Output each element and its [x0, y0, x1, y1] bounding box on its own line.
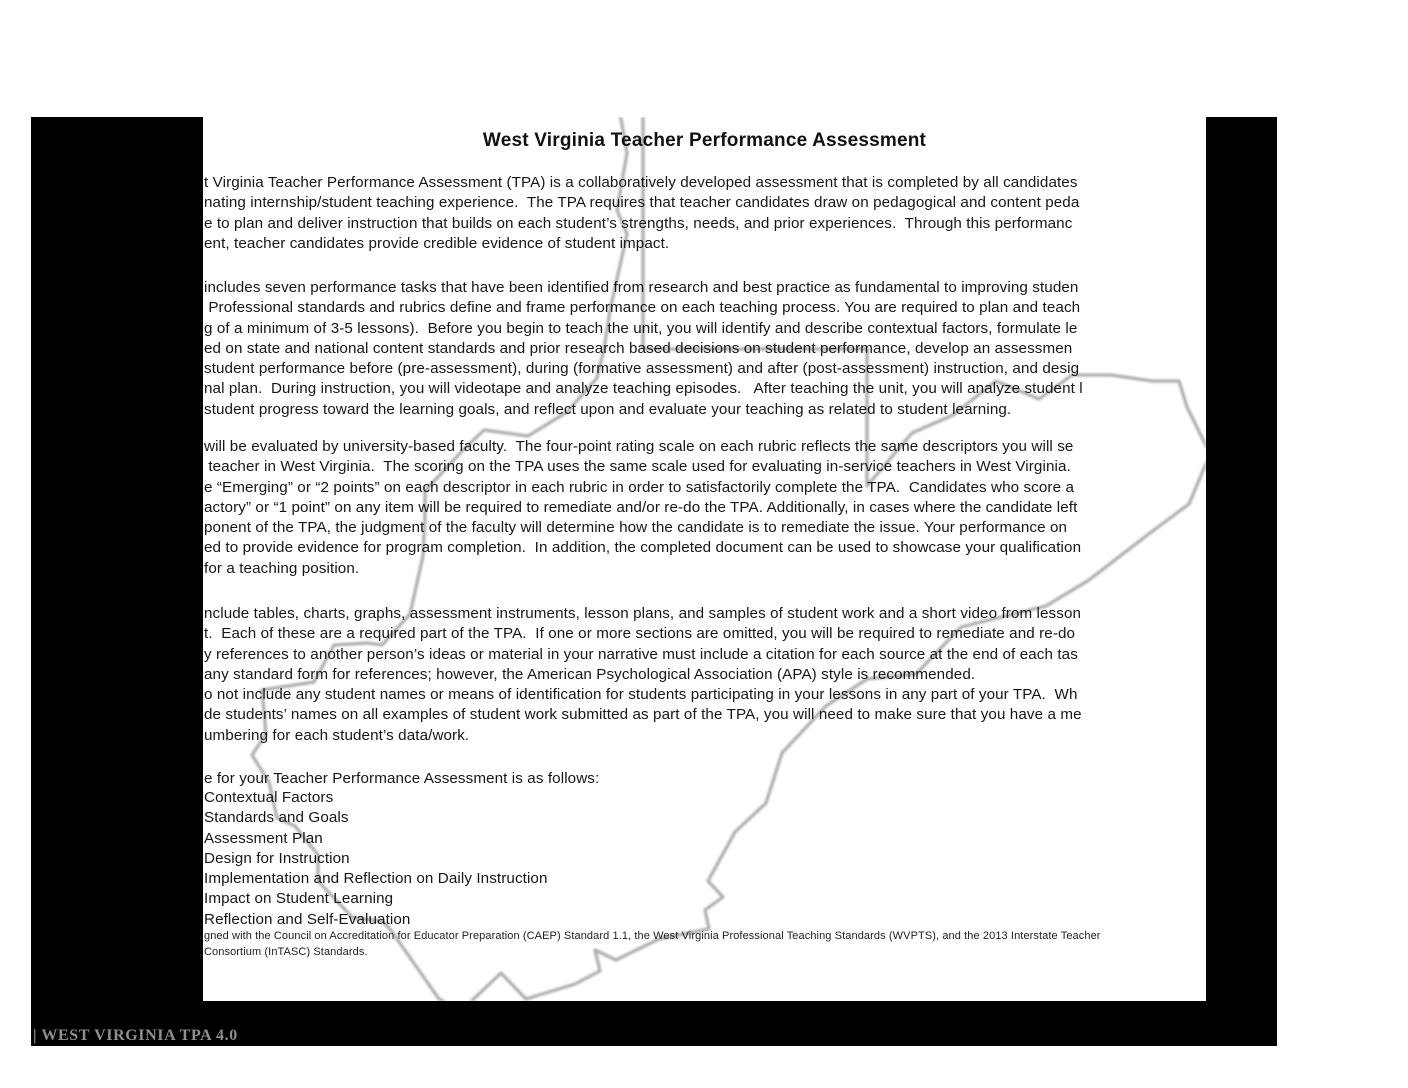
- paragraph-evaluation: [204, 437, 1206, 579]
- text-line: g of a minimum of 3-5 lessons). Before you begin to teach the unit, you will identify and describe contextual factors, formulate le: [204, 319, 1078, 337]
- text-line: Implementation and Reflection on Daily Instruction: [204, 870, 548, 888]
- paragraph-overview: [204, 173, 1206, 254]
- page-title: West Virginia Teacher Performance Assessment: [482, 130, 927, 151]
- text-line: teacher in West Virginia. The scoring on the TPA uses the same scale used for evaluating in-service teachers in West Virginia.: [204, 458, 1071, 476]
- text-line: Consortium (InTASC) Standards.: [204, 946, 368, 958]
- text-line: de students’ names on all examples of student work submitted as part of the TPA, you will need to make sure that you have a me: [204, 706, 1082, 724]
- text-line: ponent of the TPA, the judgment of the faculty will determine how the candidate is to remediate the issue. Your performance on: [204, 519, 1068, 537]
- text-line: nal plan. During instruction, you will videotape and analyze teaching episodes. After teaching the unit, you will analyze student l: [204, 380, 1083, 398]
- text-line: Assessment Plan: [204, 829, 323, 847]
- text-line: o not include any student names or means of identification for students participating in your lessons in any part of your TPA. Wh: [204, 686, 1078, 704]
- outline-intro: [204, 769, 1206, 789]
- text-line: nclude tables, charts, graphs, assessment instruments, lesson plans, and samples of student work and a short video from lesson: [204, 605, 1082, 622]
- paragraph-tasks: [204, 278, 1206, 420]
- text-line: t. Each of these are a required part of the TPA. If one or more sections are omitted, you will be required to remediate and re-do: [204, 625, 1076, 643]
- text-line: e to plan and deliver instruction that builds on each student’s strengths, needs, and prior experiences. Through this performanc: [204, 214, 1073, 232]
- standards-footnote: [204, 928, 1206, 960]
- outline-list: [204, 788, 1206, 930]
- text-line: umbering for each student’s data/work.: [204, 726, 470, 744]
- document-page: [203, 117, 1206, 1001]
- text-line: e “Emerging” or “2 points” on each descriptor in each rubric in order to satisfactorily complete the TPA. Candidates who score a: [204, 478, 1074, 496]
- text-line: Standards and Goals: [204, 809, 349, 827]
- text-line: Reflection and Self-Evaluation: [204, 910, 411, 928]
- text-line: includes seven performance tasks that have been identified from research and best practice as fundamental to improving studen: [204, 279, 1079, 296]
- text-line: nating internship/student teaching experience. The TPA requires that teacher candidates draw on pedagogical and content peda: [204, 194, 1080, 212]
- text-line: ed to provide evidence for program completion. In addition, the completed document can be used to showcase your qualification: [204, 539, 1082, 557]
- text-line: t Virginia Teacher Performance Assessment (TPA) is a collaboratively developed assessment that is completed by all candidates: [204, 174, 1078, 191]
- text-line: y references to another person’s ideas or material in your narrative must include a citation for each source at the end of each tas: [204, 645, 1078, 663]
- text-line: Design for Instruction: [204, 849, 350, 867]
- text-line: e for your Teacher Performance Assessment is as follows:: [204, 770, 600, 787]
- text-line: any standard form for references; however, the American Psychological Association (APA) style is recommended.: [204, 665, 976, 683]
- text-line: ent, teacher candidates provide credible evidence of student impact.: [204, 234, 670, 252]
- text-line: ed on state and national content standards and prior research based decisions on student performance, develop an assessmen: [204, 339, 1073, 357]
- text-line: Contextual Factors: [204, 789, 334, 806]
- text-line: Professional standards and rubrics define and frame performance on each teaching process. You are required to plan and teach: [204, 299, 1081, 317]
- text-line: Impact on Student Learning: [204, 890, 394, 908]
- text-line: gned with the Council on Accreditation for Educator Preparation (CAEP) Standard 1.1, the West Virginia Professional Teaching Standards (WVPTS), and the 2013 Interstate Teacher: [204, 930, 1101, 942]
- text-line: actory” or “1 point” on any item will be required to remediate and/or re-do the TPA. Additionally, in cases where the candidate left: [204, 498, 1078, 516]
- text-line: for a teaching position.: [204, 559, 360, 577]
- paragraph-requirements: [204, 604, 1206, 746]
- text-line: student progress toward the learning goals, and reflect upon and evaluate your teaching as related to student learning.: [204, 400, 1012, 418]
- footer-document-label: | WEST VIRGINIA TPA 4.0: [33, 1027, 238, 1044]
- text-line: will be evaluated by university-based faculty. The four-point rating scale on each rubric reflects the same descriptors you will se: [204, 438, 1074, 455]
- text-line: student performance before (pre-assessment), during (formative assessment) and after (post-assessment) instruction, and desig: [204, 360, 1080, 378]
